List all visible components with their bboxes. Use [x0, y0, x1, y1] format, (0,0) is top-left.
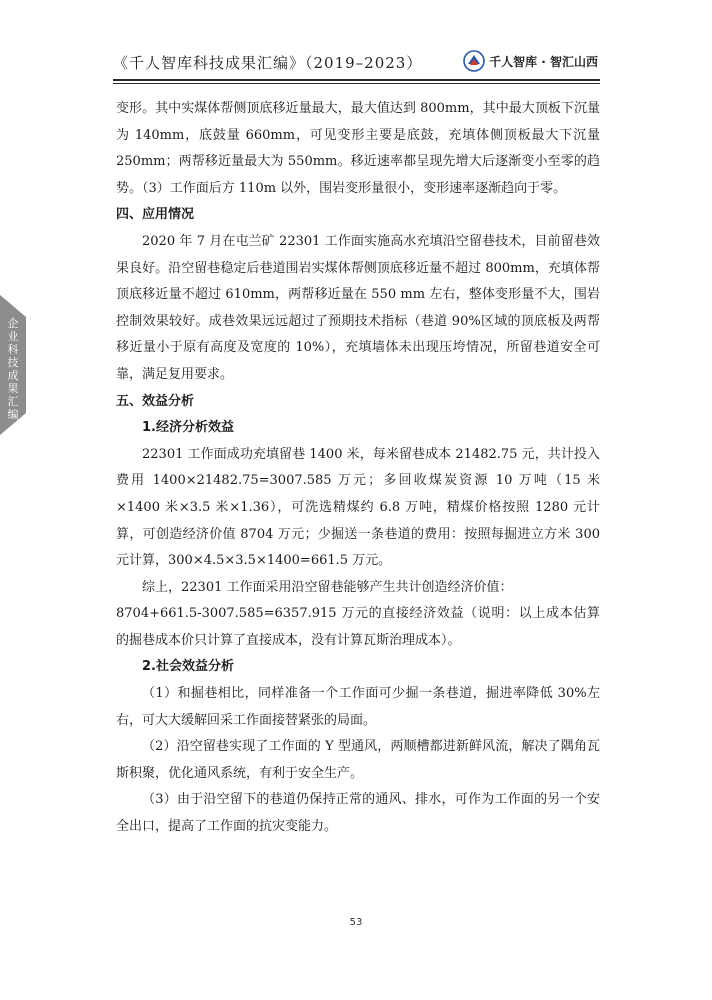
header-rule [113, 83, 600, 84]
section-heading: 五、效益分析 [116, 393, 195, 409]
side-tab-label: 企业科技成果汇编 [7, 317, 19, 421]
section-heading: 四、应用情况 [116, 207, 195, 223]
thinktank-logo-icon [463, 50, 485, 72]
page-header [113, 46, 600, 78]
header-rule [113, 79, 600, 81]
paragraph: 8704+661.5-3007.585=6357.915 万元的直接经济效益（说明：以上成本估算的掘巷成本价只计算了直接成本，没有计算瓦斯治理成本）。 [116, 606, 600, 648]
paragraph: （3）由于沿空留下的巷道仍保持正常的通风、排水，可作为工作面的另一个安全出口，提高了工作面的抗灾变能力。 [116, 792, 600, 835]
header-logo [463, 48, 598, 74]
logo-text: 千人智库 · 智汇山西 [489, 54, 598, 69]
header-title: 《千人智库科技成果汇编》（2019–2023） [113, 54, 423, 72]
subsection-heading: 1.经济分析效益 [142, 420, 234, 436]
document-body [116, 96, 600, 841]
paragraph: 2020 年 7 月在屯兰矿 22301 工作面实施高水充填沿空留巷技术，目前留巷效果良好。沿空留巷稳定后巷道围岩实煤体帮侧顶底移近量不超过 800mm，充填体帮顶底移近量不超过 610mm，两帮移近量在 550 mm 左右，整体变形量不大，围岩控制效果较好。成巷效果远远超过了预期技术指标（巷道 90%区域的顶底板及两帮移近量小于原有高度及宽度的 10%），充填墙体未出现压垮情况，所留巷道安全可靠，满足复用要求。 [116, 233, 600, 382]
page-number: 53 [349, 917, 363, 928]
subsection-heading: 2.社会效益分析 [142, 659, 234, 675]
side-section-tab [0, 295, 26, 435]
paragraph: 22301 工作面成功充填留巷 1400 米，每米留巷成本 21482.75 元，共计投入费用 1400×21482.75=3007.585 万元；多回收煤炭资源 10 万吨（15 米×1400 米×3.5 米×1.36），可洗选精煤约 6.8 万吨，精煤价格按照 1280 元计算，可创造经济价值 8704 万元；少掘送一条巷道的费用：按照每掘进立方米 300 元计算，300×4.5×3.5×1400=661.5 万元。 [116, 446, 600, 569]
paragraph: 综上，22301 工作面采用沿空留巷能够产生共计创造经济价值： [142, 579, 513, 595]
paragraph: （1）和掘巷相比，同样准备一个工作面可少掘一条巷道，掘进率降低 30%左右，可大大缓解回采工作面接替紧张的局面。 [116, 686, 600, 728]
paragraph: 变形。其中实煤体帮侧顶底移近量最大，最大值达到 800mm，其中最大顶板下沉量为 140mm，底鼓量 660mm，可见变形主要是底鼓，充填体侧顶板最大下沉量 250mm；两帮移近量最大为 550mm。移近速率都呈现先增大后逐渐变小至零的趋势。（3）工作面后方 110m 以外，围岩变形量很小，变形速率逐渐趋向于零。 [116, 101, 600, 196]
paragraph: （2）沿空留巷实现了工作面的 Y 型通风，两顺槽都进新鲜风流，解决了隅角瓦斯积聚，优化通风系统，有利于安全生产。 [116, 739, 600, 781]
